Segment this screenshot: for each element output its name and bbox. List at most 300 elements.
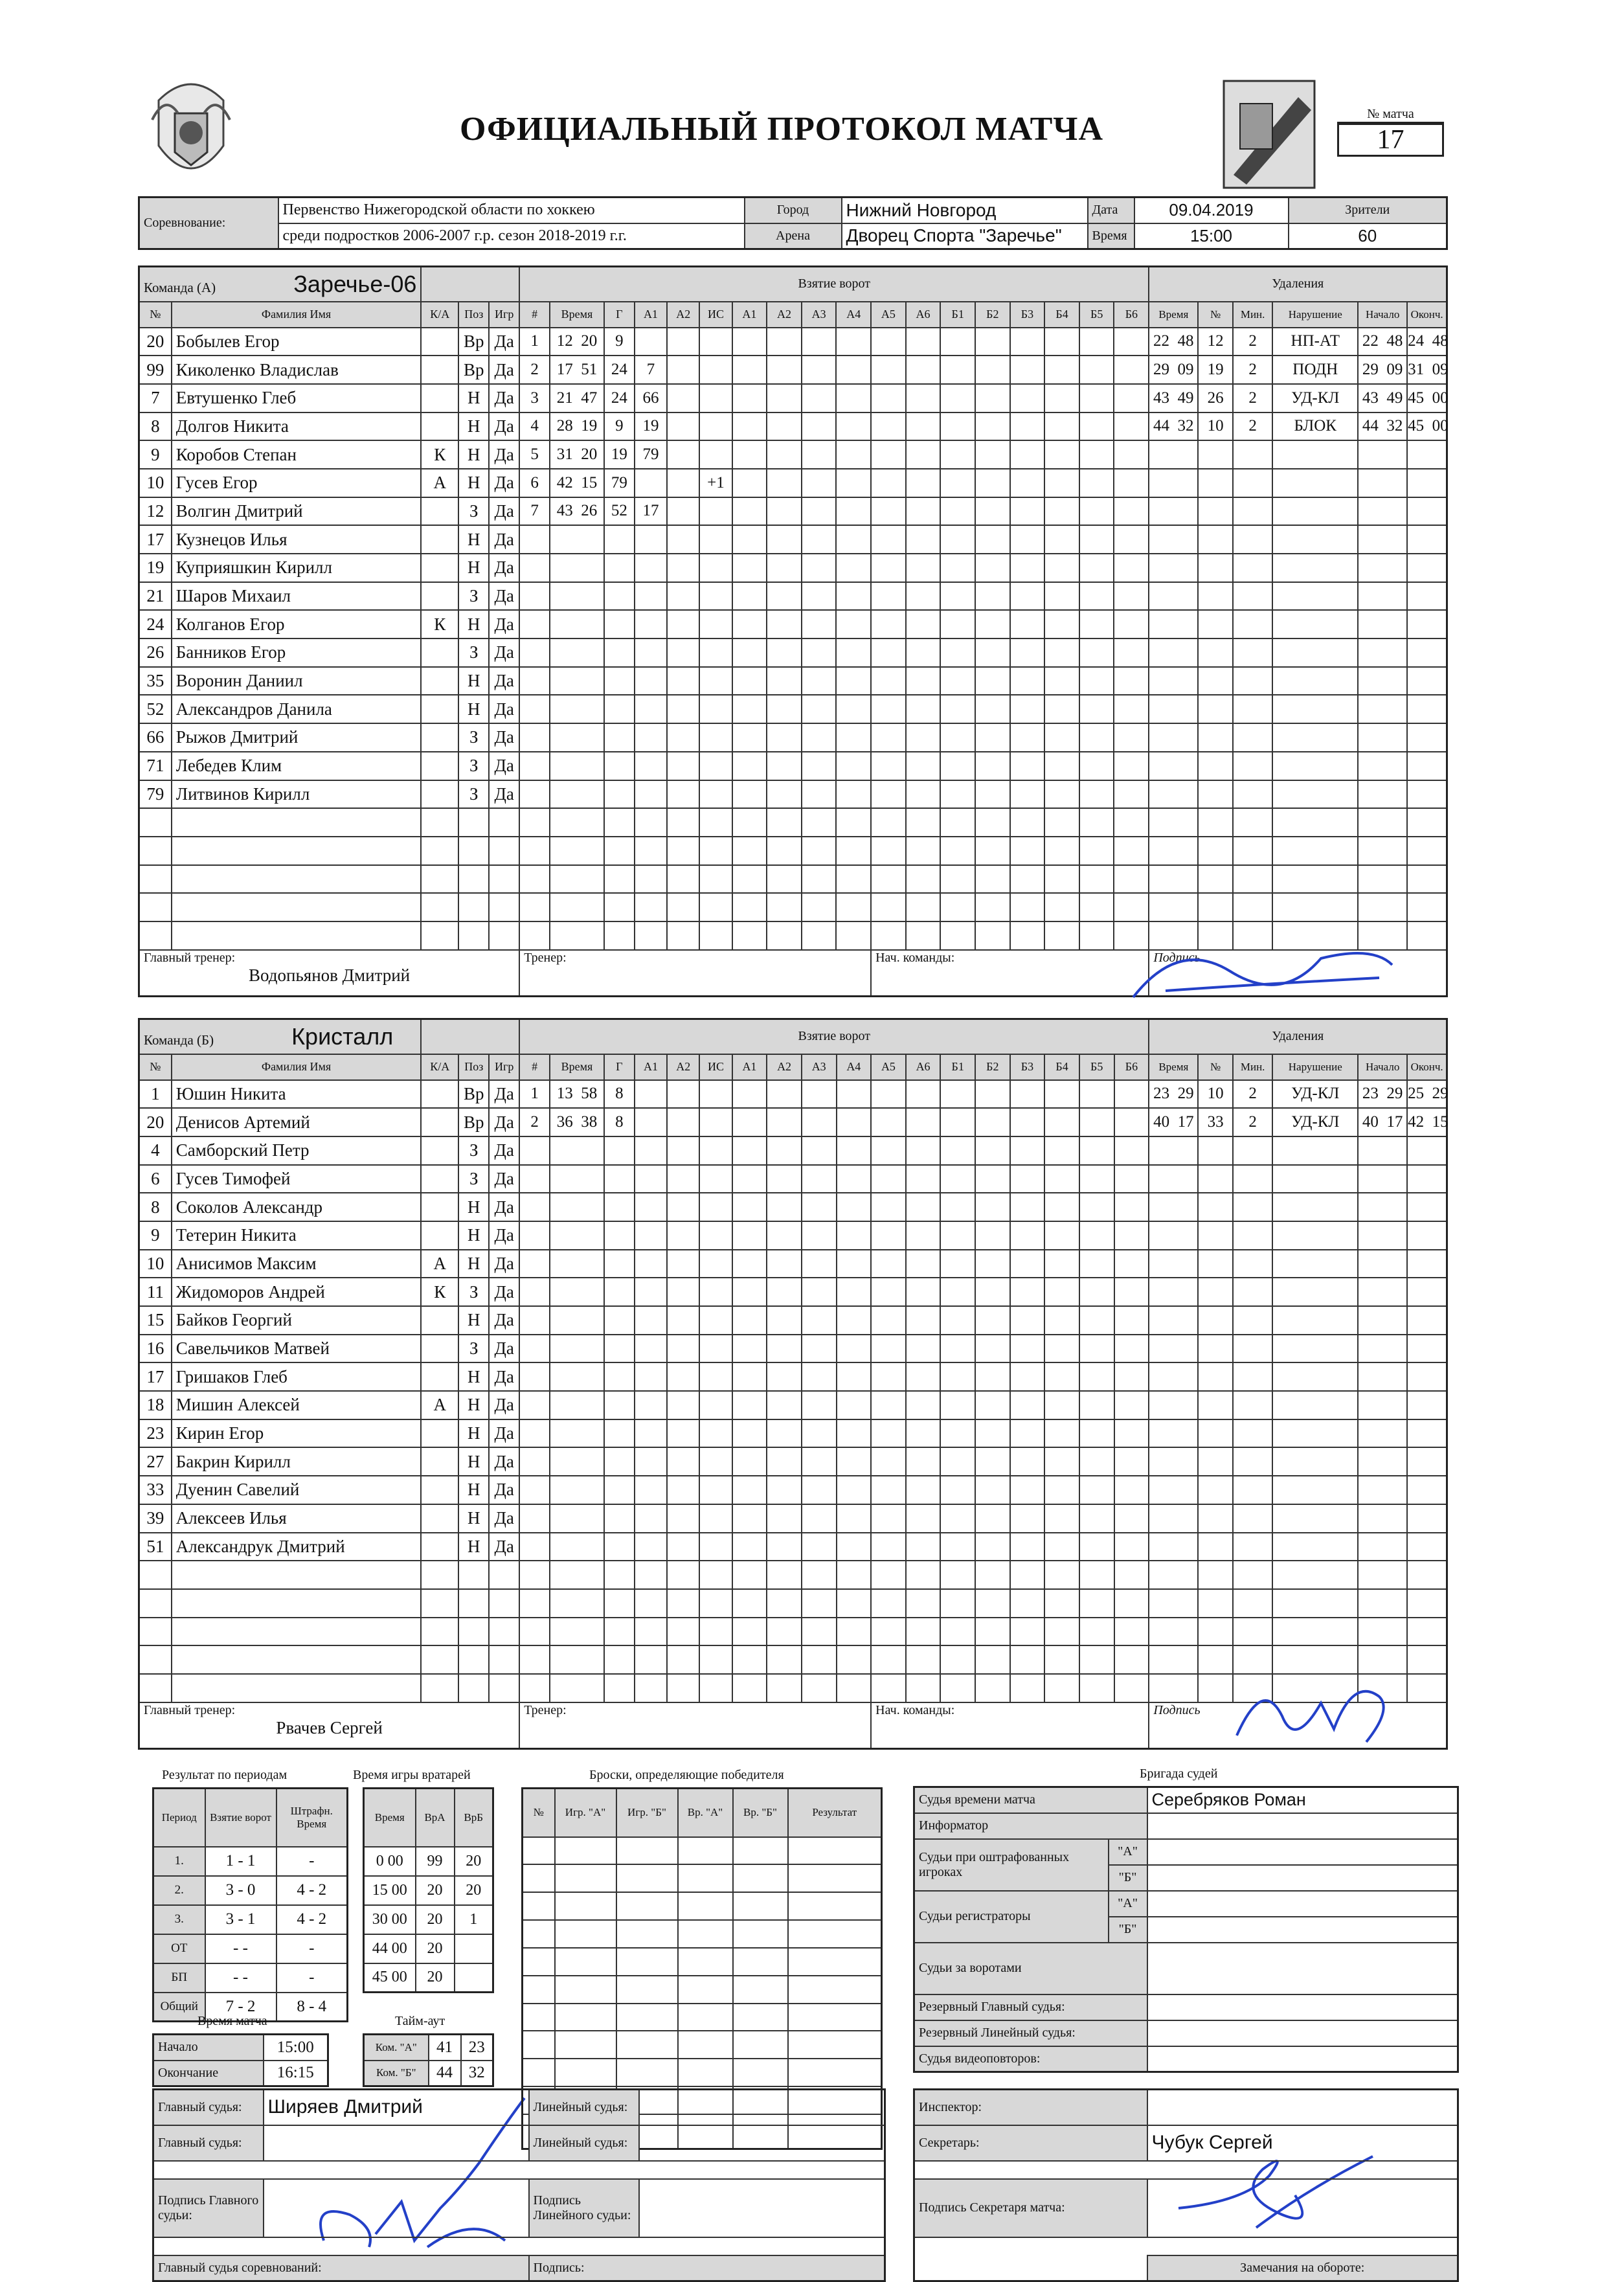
team-a-col-gtime: Время: [550, 302, 604, 328]
team-b-player-cell: Да: [489, 1335, 519, 1363]
table-row: [139, 1080, 1447, 1109]
team-a-player-cell: [421, 695, 458, 723]
date-value: 09.04.2019: [1134, 198, 1289, 223]
team-b-penalty-cell: 2: [1233, 1080, 1272, 1109]
team-a-player-cell: Воронин Даниил: [172, 667, 421, 695]
team-b-penalty-cell: УД-КЛ: [1272, 1080, 1358, 1109]
team-b-player-cell: [421, 1165, 458, 1193]
match-time-title: Время матча: [197, 2014, 267, 2028]
team-b-player-cell: Александрук Дмитрий: [172, 1533, 421, 1561]
team-b-penalty-end: 25 29: [1407, 1080, 1447, 1109]
team-a-player-cell: Куприяшкин Кирилл: [172, 554, 421, 582]
team-a-penalty-cell: 2: [1233, 328, 1272, 356]
team-b-player-cell: 10: [139, 1250, 172, 1278]
team-a-player-cell: 8: [139, 412, 172, 441]
table-row: [139, 525, 1447, 554]
team-a-player-cell: Н: [458, 667, 489, 695]
team-a-player-cell: Н: [458, 440, 489, 469]
table-row: [139, 893, 1447, 921]
team-a-head-coach-label: Главный тренер:: [144, 950, 236, 965]
team-b-player-cell: [421, 1533, 458, 1561]
team-b-player-cell: З: [458, 1165, 489, 1193]
table-row: [139, 1561, 1447, 1589]
team-a-player-cell: [421, 582, 458, 611]
team-b-player-cell: Вр: [458, 1108, 489, 1136]
team-a-penalty-time: 22 48: [1149, 328, 1198, 356]
team-b-player-cell: Байков Георгий: [172, 1306, 421, 1335]
team-a-goal-cell: 3: [519, 384, 550, 412]
team-b-player-cell: 27: [139, 1447, 172, 1476]
team-a-player-cell: Рыжов Дмитрий: [172, 723, 421, 752]
team-a-player-cell: [421, 638, 458, 667]
team-b-col-ka: К/А: [421, 1054, 458, 1080]
timeout-title: Тайм-аут: [395, 2014, 445, 2028]
team-a-penalty-time: 44 32: [1149, 412, 1198, 441]
team-a-penalty-time: 29 09: [1149, 356, 1198, 384]
team-b-goal-time: 36 38: [550, 1108, 604, 1136]
team-a-player-cell: Александров Данила: [172, 695, 421, 723]
team-b-player-cell: Анисимов Максим: [172, 1250, 421, 1278]
team-a-penalty-cell: 26: [1198, 384, 1233, 412]
team-b-goal-cell: 8: [604, 1080, 635, 1109]
team-a-player-cell: Да: [489, 412, 519, 441]
table-row: [139, 610, 1447, 638]
team-b-goal-cell: [635, 1080, 667, 1109]
team-a-goal-cell: [699, 384, 732, 412]
table-row: [139, 582, 1447, 611]
table-row: [139, 1419, 1447, 1448]
spectators-value: 60: [1289, 223, 1447, 249]
team-a-player-cell: Волгин Дмитрий: [172, 497, 421, 526]
referees-table: Главный судья: Ширяев Дмитрий Линейный судья: Главный судья: Линейный судья: Подпись Главного судьи: Подпись Линейного судьи: Главный судья соревнований: Подпись:: [152, 2088, 886, 2282]
table-row: [139, 723, 1447, 752]
federation-emblem: [146, 74, 236, 191]
team-a-player-cell: А: [421, 469, 458, 497]
team-a-penalty-cell: 2: [1233, 356, 1272, 384]
team-a-player-cell: Да: [489, 384, 519, 412]
team-a-player-cell: Да: [489, 780, 519, 809]
team-a-player-cell: 7: [139, 384, 172, 412]
match-number: 17: [1337, 123, 1444, 157]
team-b-col-strength: Б2: [975, 1054, 1010, 1080]
team-b-player-cell: [421, 1362, 458, 1391]
team-a-penalty-cell: 2: [1233, 412, 1272, 441]
table-row: 3. 3 - 1 4 - 2: [153, 1905, 348, 1934]
team-a-player-cell: Колганов Егор: [172, 610, 421, 638]
team-a-goal-cell: 2: [519, 356, 550, 384]
team-a-goal-cell: [699, 440, 732, 469]
team-a-player-cell: Н: [458, 384, 489, 412]
team-a-goal-time: 42 15: [550, 469, 604, 497]
team-b-player-cell: 8: [139, 1193, 172, 1221]
team-b-penalty-cell: 10: [1198, 1080, 1233, 1109]
team-a-signature-label: Подпись: [1149, 950, 1447, 997]
team-a-player-cell: [421, 554, 458, 582]
team-b-player-cell: Н: [458, 1391, 489, 1419]
team-a-player-cell: Да: [489, 667, 519, 695]
team-a-col-strength: А6: [906, 302, 941, 328]
team-b-goal-cell: [667, 1108, 699, 1136]
team-a-col-num: №: [139, 302, 172, 328]
team-b-player-cell: [421, 1136, 458, 1165]
team-a-player-cell: 9: [139, 440, 172, 469]
arena-label: Арена: [745, 223, 842, 249]
team-b-player-cell: [421, 1447, 458, 1476]
signature-coach-a: [1127, 932, 1399, 1013]
table-row: 30 00 20 1: [364, 1905, 493, 1934]
team-b-player-cell: З: [458, 1278, 489, 1306]
team-b-coach-label: Тренер:: [519, 1702, 871, 1749]
team-a-col-strength: А1: [732, 302, 767, 328]
team-a-goal-cell: [635, 328, 667, 356]
page-title: ОФИЦИАЛЬНЫЙ ПРОТОКОЛ МАТЧА: [460, 111, 1103, 148]
team-a-player-cell: З: [458, 723, 489, 752]
team-a-name: Заречье-06: [293, 270, 417, 297]
table-row: [139, 1306, 1447, 1335]
periods-h-goals: Взятие ворот: [205, 1789, 276, 1847]
team-a-penalty-end: 31 09: [1407, 356, 1447, 384]
time-value: 15:00: [1134, 223, 1289, 249]
team-a-penalty-cell: БЛОК: [1272, 412, 1358, 441]
team-a-player-cell: Да: [489, 328, 519, 356]
team-b-col-a2: А2: [667, 1054, 699, 1080]
team-a-player-cell: Да: [489, 497, 519, 526]
team-b-col-viol: Нарушение: [1272, 1054, 1358, 1080]
team-a-goal-cell: [667, 356, 699, 384]
team-b-col-end: Оконч.: [1407, 1054, 1447, 1080]
team-b-captain-label: Нач. команды:: [871, 1702, 1149, 1749]
team-a-player-cell: 19: [139, 554, 172, 582]
team-b-penalty-time: 23 29: [1149, 1080, 1198, 1109]
team-a-penalty-cell: УД-КЛ: [1272, 384, 1358, 412]
team-a-player-cell: Да: [489, 582, 519, 611]
team-b-player-cell: 11: [139, 1278, 172, 1306]
team-a-goal-cell: 1: [519, 328, 550, 356]
team-a-captain-label: Нач. команды:: [871, 950, 1149, 997]
match-time-table: Начало 15:00 Окончание 16:15: [152, 2033, 329, 2087]
team-a-goal-cell: 79: [604, 469, 635, 497]
team-a-goal-cell: [699, 356, 732, 384]
table-row: [139, 328, 1447, 356]
team-b-penalty-cell: 33: [1198, 1108, 1233, 1136]
team-b-player-cell: 33: [139, 1476, 172, 1504]
team-b-player-cell: Мишин Алексей: [172, 1391, 421, 1419]
table-row: [139, 554, 1447, 582]
team-a-player-cell: Да: [489, 356, 519, 384]
team-b-player-cell: З: [458, 1136, 489, 1165]
team-a-penalty-cell: 19: [1198, 356, 1233, 384]
team-a-player-cell: Киколенко Владислав: [172, 356, 421, 384]
team-b-player-cell: 39: [139, 1504, 172, 1533]
table-row: [139, 440, 1447, 469]
team-b-player-cell: 20: [139, 1108, 172, 1136]
team-b-player-cell: Да: [489, 1447, 519, 1476]
team-a-col-a1: А1: [635, 302, 667, 328]
team-a-player-cell: Да: [489, 554, 519, 582]
team-a-col-a2: А2: [667, 302, 699, 328]
periods-h-pim: Штрафн. Время: [276, 1789, 348, 1847]
team-a-penalty-start: 43 49: [1358, 384, 1407, 412]
team-b-goal-cell: [699, 1080, 732, 1109]
team-b-penalty-start: 23 29: [1358, 1080, 1407, 1109]
competition-line-1: Первенство Нижегородской области по хоккею: [278, 198, 745, 223]
team-a-player-cell: З: [458, 638, 489, 667]
team-b-col-g: Г: [604, 1054, 635, 1080]
team-a-table: [138, 265, 1448, 997]
team-a-player-cell: 10: [139, 469, 172, 497]
team-a-player-cell: Гусев Егор: [172, 469, 421, 497]
team-b-player-cell: [421, 1419, 458, 1448]
team-a-col-name: Фамилия Имя: [172, 302, 421, 328]
team-a-player-cell: Литвинов Кирилл: [172, 780, 421, 809]
team-b-col-strength: Б6: [1114, 1054, 1149, 1080]
team-a-col-strength: Б2: [975, 302, 1010, 328]
team-a-col-strength: Б6: [1114, 302, 1149, 328]
match-number-label: № матча: [1337, 107, 1444, 123]
team-b-player-cell: Н: [458, 1193, 489, 1221]
team-a-player-cell: [421, 723, 458, 752]
team-b-goal-cell: 1: [519, 1080, 550, 1109]
team-a-player-cell: З: [458, 752, 489, 780]
team-a-player-cell: 71: [139, 752, 172, 780]
team-a-goal-cell: [635, 469, 667, 497]
team-b-player-cell: Юшин Никита: [172, 1080, 421, 1109]
team-a-penalties-header: Удаления: [1149, 267, 1447, 302]
table-row: 2. 3 - 0 4 - 2: [153, 1876, 348, 1905]
team-b-penalty-cell: УД-КЛ: [1272, 1108, 1358, 1136]
team-b-col-strength: А3: [802, 1054, 837, 1080]
team-a-player-cell: Вр: [458, 356, 489, 384]
team-b-col-pos: Поз: [458, 1054, 489, 1080]
team-a-col-pnum: №: [1198, 302, 1233, 328]
team-a-goal-cell: 17: [635, 497, 667, 526]
team-a-player-cell: З: [458, 582, 489, 611]
team-a-player-cell: Евтушенко Глеб: [172, 384, 421, 412]
team-b-player-cell: 23: [139, 1419, 172, 1448]
officials-title: Бригада судей: [1140, 1767, 1218, 1781]
team-a-col-is: ИС: [699, 302, 732, 328]
team-b-player-cell: Н: [458, 1476, 489, 1504]
team-a-goal-time: 31 20: [550, 440, 604, 469]
team-a-col-strength: А5: [871, 302, 906, 328]
team-b-player-cell: Да: [489, 1108, 519, 1136]
team-a-col-strength: А3: [802, 302, 837, 328]
periods-h-period: Период: [153, 1789, 205, 1847]
team-a-goal-cell: [699, 328, 732, 356]
team-b-player-cell: Н: [458, 1533, 489, 1561]
competition-line-2: среди подростков 2006-2007 г.р. сезон 2018-2019 г.г.: [278, 223, 745, 249]
team-b-col-played: Игр: [489, 1054, 519, 1080]
competition-label: Соревнование:: [139, 198, 278, 249]
team-b-col-pnum: №: [1198, 1054, 1233, 1080]
team-b-player-cell: 17: [139, 1362, 172, 1391]
team-b-col-strength: Б5: [1079, 1054, 1114, 1080]
team-a-col-strength: А2: [767, 302, 802, 328]
team-b-goals-header: Взятие ворот: [519, 1019, 1149, 1054]
team-a-col-strength: А4: [836, 302, 871, 328]
team-b-penalties-header: Удаления: [1149, 1019, 1447, 1054]
team-b-player-cell: Да: [489, 1250, 519, 1278]
table-row: [139, 837, 1447, 865]
team-a-goal-cell: 7: [519, 497, 550, 526]
table-row: [139, 1618, 1447, 1646]
team-b-penalty-end: 42 15: [1407, 1108, 1447, 1136]
team-a-player-cell: [421, 752, 458, 780]
team-b-player-cell: Н: [458, 1447, 489, 1476]
team-a-goal-cell: 19: [604, 440, 635, 469]
table-row: [139, 1362, 1447, 1391]
team-b-player-cell: [421, 1335, 458, 1363]
team-a-goal-cell: [667, 469, 699, 497]
table-row: [139, 780, 1447, 809]
team-a-col-ptime: Время: [1149, 302, 1198, 328]
team-b-col-strength: А2: [767, 1054, 802, 1080]
team-a-player-cell: Да: [489, 610, 519, 638]
table-row: [139, 1221, 1447, 1250]
team-b-player-cell: [421, 1221, 458, 1250]
table-row: 45 00 20: [364, 1963, 493, 1993]
date-label: Дата: [1088, 198, 1134, 223]
team-b-player-cell: [421, 1080, 458, 1109]
team-b-player-cell: [421, 1108, 458, 1136]
team-a-player-cell: Да: [489, 525, 519, 554]
table-row: [139, 384, 1447, 412]
city-label: Город: [745, 198, 842, 223]
team-b-player-cell: Да: [489, 1362, 519, 1391]
goalkeeper-table: Время ВрА ВрБ 0 00 99 20 15 00 20 20 30 00 20 1 44 00 20 45 00 20: [363, 1787, 494, 1993]
team-a-goal-cell: 4: [519, 412, 550, 441]
team-b-goal-cell: 2: [519, 1108, 550, 1136]
team-a-penalty-start: 44 32: [1358, 412, 1407, 441]
team-a-player-cell: Да: [489, 638, 519, 667]
team-a-player-cell: Да: [489, 723, 519, 752]
team-a-goal-cell: 19: [635, 412, 667, 441]
team-b-player-cell: 16: [139, 1335, 172, 1363]
table-row: [139, 1391, 1447, 1419]
team-b-player-cell: Да: [489, 1419, 519, 1448]
team-b-goal-cell: [635, 1108, 667, 1136]
team-a-goal-cell: [667, 497, 699, 526]
team-a-player-cell: [421, 667, 458, 695]
team-a-player-cell: 66: [139, 723, 172, 752]
team-a-player-cell: Банников Егор: [172, 638, 421, 667]
team-b-player-cell: Жидоморов Андрей: [172, 1278, 421, 1306]
team-b-player-cell: Дуенин Савелий: [172, 1476, 421, 1504]
team-b-player-cell: Да: [489, 1476, 519, 1504]
team-b-player-cell: Гусев Тимофей: [172, 1165, 421, 1193]
team-a-col-min: Мин.: [1233, 302, 1272, 328]
secretary-table: Инспектор: Секретарь: Чубук Сергей Подпись Секретаря матча: Замечания на обороте:: [913, 2088, 1459, 2282]
team-b-player-cell: К: [421, 1278, 458, 1306]
team-b-player-cell: 51: [139, 1533, 172, 1561]
table-row: 44 00 20: [364, 1934, 493, 1963]
team-a-player-cell: З: [458, 780, 489, 809]
table-row: 15 00 20 20: [364, 1876, 493, 1905]
table-row: [139, 1504, 1447, 1533]
table-row: [139, 412, 1447, 441]
team-a-player-cell: Н: [458, 695, 489, 723]
table-row: [139, 1533, 1447, 1561]
team-a-goal-cell: [667, 412, 699, 441]
team-a-col-viol: Нарушение: [1272, 302, 1358, 328]
team-a-penalty-time: 43 49: [1149, 384, 1198, 412]
team-a-player-cell: 35: [139, 667, 172, 695]
table-row: 1. 1 - 1 -: [153, 1847, 348, 1876]
team-b-player-cell: Да: [489, 1306, 519, 1335]
team-b-col-strength: Б1: [940, 1054, 975, 1080]
officials-table: Судья времени матча Серебряков Роман Информатор Судьи при оштрафованных игроках "А" "Б" Судьи регистраторы "А" "Б" Судьи за воротами Резервный Главный судья: Резервный Линейный судья: Судья видеоповторов:: [913, 1786, 1459, 2073]
team-a-player-cell: 12: [139, 497, 172, 526]
team-a-player-cell: Долгов Никита: [172, 412, 421, 441]
table-row: [139, 1589, 1447, 1618]
team-a-col-strength: Б1: [940, 302, 975, 328]
team-b-player-cell: 6: [139, 1165, 172, 1193]
team-a-goal-cell: [667, 384, 699, 412]
team-a-player-cell: 17: [139, 525, 172, 554]
team-b-player-cell: Кирин Егор: [172, 1419, 421, 1448]
team-b-col-is: ИС: [699, 1054, 732, 1080]
team-b-player-cell: Соколов Александр: [172, 1193, 421, 1221]
signature-coach-b: [1224, 1664, 1418, 1758]
table-row: [139, 469, 1447, 497]
team-b-goal-cell: 8: [604, 1108, 635, 1136]
team-a-goal-cell: 24: [604, 356, 635, 384]
team-b-player-cell: [421, 1504, 458, 1533]
gk-title: Время игры вратарей: [353, 1768, 471, 1782]
team-a-goal-cell: 66: [635, 384, 667, 412]
team-b-penalty-start: 40 17: [1358, 1108, 1407, 1136]
team-a-goal-cell: +1: [699, 469, 732, 497]
team-b-col-gtime: Время: [550, 1054, 604, 1080]
team-a-col-pos: Поз: [458, 302, 489, 328]
team-a-player-cell: 99: [139, 356, 172, 384]
team-a-player-cell: Шаров Михаил: [172, 582, 421, 611]
team-a-goal-cell: 9: [604, 412, 635, 441]
team-a-player-cell: Да: [489, 695, 519, 723]
team-b-head-coach-label: Главный тренер:: [144, 1702, 236, 1717]
team-b-player-cell: [421, 1476, 458, 1504]
table-row: [139, 695, 1447, 723]
team-b-player-cell: Савельчиков Матвей: [172, 1335, 421, 1363]
team-a-goal-cell: 24: [604, 384, 635, 412]
team-a-goal-time: 28 19: [550, 412, 604, 441]
team-a-col-played: Игр: [489, 302, 519, 328]
team-a-col-strength: Б3: [1010, 302, 1045, 328]
team-b-table: [138, 1018, 1448, 1750]
team-a-player-cell: Н: [458, 525, 489, 554]
team-a-player-cell: Н: [458, 412, 489, 441]
team-a-player-cell: [421, 780, 458, 809]
team-a-player-cell: З: [458, 497, 489, 526]
team-a-penalty-cell: НП-АТ: [1272, 328, 1358, 356]
team-a-goal-cell: 5: [519, 440, 550, 469]
team-b-head-coach: Рвачев Сергей: [276, 1717, 383, 1737]
table-row: [139, 1476, 1447, 1504]
team-b-player-cell: Самборский Петр: [172, 1136, 421, 1165]
shootout-title: Броски, определяющие победителя: [589, 1768, 784, 1782]
team-a-player-cell: Да: [489, 440, 519, 469]
team-b-player-cell: Гришаков Глеб: [172, 1362, 421, 1391]
team-b-player-cell: 15: [139, 1306, 172, 1335]
team-a-player-cell: Коробов Степан: [172, 440, 421, 469]
team-a-player-cell: 26: [139, 638, 172, 667]
team-b-player-cell: 1: [139, 1080, 172, 1109]
team-b-player-cell: А: [421, 1250, 458, 1278]
team-b-player-cell: Денисов Артемий: [172, 1108, 421, 1136]
team-b-col-strength: А5: [871, 1054, 906, 1080]
team-b-player-cell: Н: [458, 1362, 489, 1391]
team-b-col-strength: А4: [837, 1054, 872, 1080]
